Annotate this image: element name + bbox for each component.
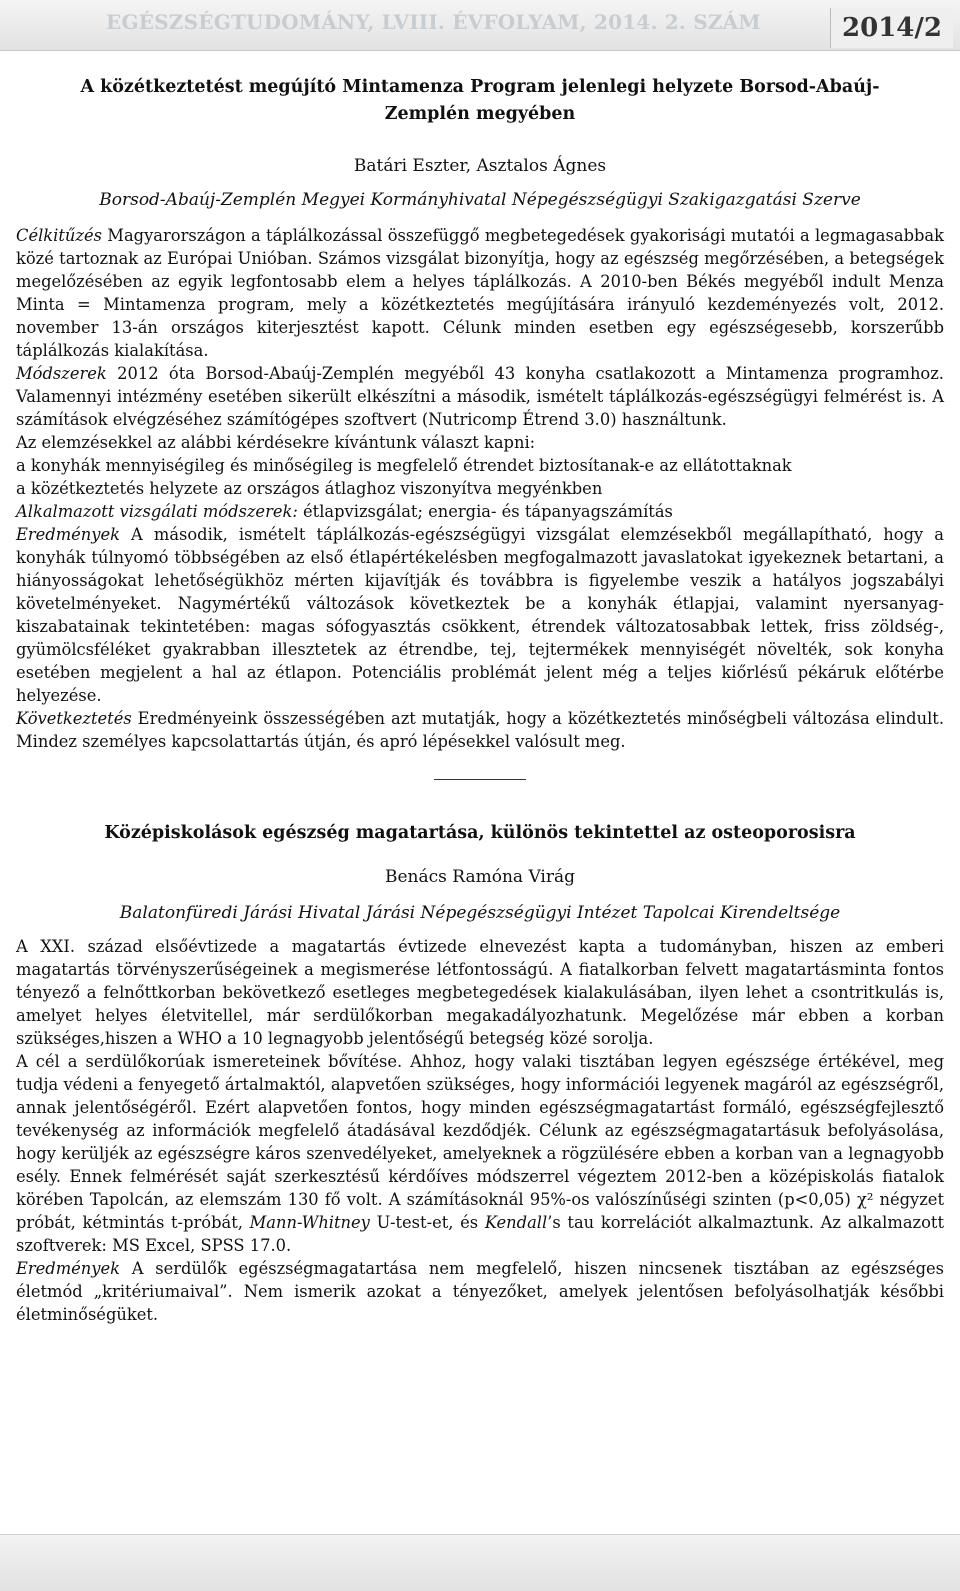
article1-question-intro: Az elemzésekkel az alábbi kérdésekre kívántunk választ kapni: bbox=[16, 433, 536, 452]
results-text: A második, ismételt táplálkozás-egészségügyi vizsgálat elemzésekből megállapítható, hogy a konyhák túlnyomó többségében az első étlapértékelésben megfogalmazott javaslatokat igyekeznek betartani, a hiányosságokat lehetőségükhöz mérten kijavítják és továbbra is figyelembe veszik a hatályos jogszabályi követelményeket. Nagymértékű változások következtek be a konyhák étlapjai, valamint nyersanyag-kiszabatainak tekintetében: magas sófogyasztás csökkent, étrendek változatosabbak lettek, friss zöldség-, gyümölcsféléket gyakrabban illesztetek az étrendbe, tej, tejtermékek mennyiségét növelték, sok konyha esetében megjelent a hal az étlapon. Potenciális problémát jelent még a teljes kiőrlésű pékáruk előtérbe helyezése. bbox=[16, 525, 944, 705]
aim-label: Célkitűzés bbox=[16, 226, 102, 245]
results2-label: Eredmények bbox=[16, 1259, 120, 1278]
conclusion-label: Következtetés bbox=[16, 709, 132, 728]
article1-applied-methods bbox=[16, 500, 944, 523]
applied-label: Alkalmazott vizsgálati módszerek: bbox=[16, 502, 298, 521]
software-text: ’s tau korrelációt alkalmaztunk. Az alkalmazott szoftverek: MS Excel, SPSS 17.0. bbox=[16, 1213, 944, 1255]
aim-methods-text: A cél a serdülőkorúak ismereteinek bővítése. Ahhoz, hogy valaki tisztában legyen egészsége értékével, meg tudja védeni a fenyegető ártalmaktól, alapvetően szükséges, hogy információi legyenek magáról az egészségről, annak jelentőségéről. Ezért alapvetően fontos, hogy minden egészségmagatartást formáló, egészségfejlesztő tevékenység az információk megfelelő átadásával kezdődjék. Célunk az egészségmagatartásuk befolyásolása, hogy kerüljék az egészségre káros szenvedélyeket, amelyeknek a rögzülésére ebben a korban van a legnagyobb esély. Ennek felmérését saját szerkesztésű kérdőíves módszerrel végeztem 2012-ben a középiskolás fiatalok körében Tapolcán, az elemszám 130 fő volt. A számításoknál 95%-os valószínűségi szinten (p<0,05) χ² négyzet próbát, kétmintás t-próbát, bbox=[16, 1052, 944, 1232]
methods-text: 2012 óta Borsod-Abaúj-Zemplén megyéből 43 konyha csatlakozott a Mintamenza programhoz. Valamennyi intézmény esetében sikerült elkészítni a második, ismételt táplálkozás-egészségügyi felmérést is. A számítások elvégzéséhez számítógépes szoftvert (Nutricomp Étrend 3.0) használtunk. bbox=[16, 364, 944, 429]
article2-authors: Benács Ramóna Virág bbox=[384, 867, 575, 887]
results-label: Eredmények bbox=[16, 525, 120, 544]
section-divider bbox=[434, 779, 526, 780]
conclusion-text: Eredményeink összességében azt mutatják, hogy a közétkeztetés minőségbeli változása elindult. Mindez személyes kapcsolattartás útján, és apró lépésekkel valósult meg. bbox=[16, 709, 944, 751]
article1-question-1: a konyhák mennyiségileg és minőségileg is megfelelő étrendet biztosítanak-e az ellátottaknak bbox=[16, 456, 792, 475]
article2-title: Középiskolások egészség magatartása, különös tekintettel az osteoporosisra bbox=[104, 823, 856, 843]
article1-conclusion bbox=[16, 707, 944, 753]
mann-whitney: Mann-Whitney bbox=[249, 1213, 370, 1232]
article2-intro: A XXI. század elsőévtizede a magatartás évtizede elnevezést kapta a tudományban, hiszen az emberi magatartás törvényszerűségeinek a megismerése létfontosságú. A fiatalkorban felvett magatartásminta fontos tényező a felnőttkorban bekövetkező esetleges megbetegedések kialakulásában, ilyen lehet a csontritkulás is, amelyet helyes életvitellel, már serdülőkorban megakadályozhatunk. Megelőzése már ebben a korban szükséges,hiszen a WHO a 10 legnagyobb jelentőségű betegség közé sorolja. bbox=[16, 937, 944, 1048]
applied-text: étlapvizsgálat; energia- és tápanyagszámítás bbox=[297, 502, 673, 521]
article1-aim bbox=[16, 224, 944, 362]
kendall: Kendall bbox=[484, 1213, 548, 1232]
article1-title: A közétkeztetést megújító Mintamenza Program jelenlegi helyzete Borsod-Abaúj-Zemplén megyében bbox=[80, 77, 880, 124]
running-header bbox=[0, 0, 960, 51]
issue-label: 2014/2 bbox=[842, 13, 942, 43]
issue-box bbox=[830, 8, 953, 48]
results2-text: A serdülők egészségmagatartása nem megfelelő, hiszen nincsenek tisztában az egészséges életmód „kritériumaival”. Nem ismerik azokat a tényezőket, amelyek jelentősen befolyásolhatják későbbi életminőségüket. bbox=[16, 1259, 944, 1324]
aim-text: Magyarországon a táplálkozással összefüggő megbetegedések gyakorisági mutatói a legmagasabbak közé tartoznak az Európai Unióban. Számos vizsgálat bizonyítja, hogy az egészség megőrzésében, a betegségek megelőzésében az egyik legfontosabb elem a helyes táplálkozás. A 2010-ben Békés megyéből indult Menza Minta = Mintamenza program, mely a közétkeztetés megújítására irányuló kezdeményezés volt, 2012. november 13-án országos kiterjesztést kapott. Célunk minden esetben egy egészségesebb, korszerűbb táplálkozás kialakítása. bbox=[16, 226, 944, 360]
article1-results bbox=[16, 523, 944, 707]
article1-authors: Batári Eszter, Asztalos Ágnes bbox=[353, 156, 607, 176]
footer-bar bbox=[0, 1534, 960, 1591]
page-content bbox=[16, 74, 944, 1326]
journal-title: EGÉSZSÉGTUDOMÁNY, LVIII. ÉVFOLYAM, 2014. 2. SZÁM bbox=[106, 10, 761, 34]
article1-affiliation: Borsod-Abaúj-Zemplén Megyei Kormányhivatal Népegészségügyi Szakigazgatási Szerve bbox=[99, 190, 861, 210]
article1-methods bbox=[16, 362, 944, 431]
methods-label: Módszerek bbox=[16, 364, 107, 383]
article2-affiliation: Balatonfüredi Járási Hivatal Járási Népegészségügyi Intézet Tapolcai Kirendeltsége bbox=[119, 903, 841, 923]
article2-aim-methods bbox=[16, 1050, 944, 1257]
article1-question-2: a közétkeztetés helyzete az országos átlaghoz viszonyítva megyénkben bbox=[16, 479, 603, 498]
article2-results bbox=[16, 1257, 944, 1326]
u-test-text: U-test-et, és bbox=[369, 1213, 485, 1232]
